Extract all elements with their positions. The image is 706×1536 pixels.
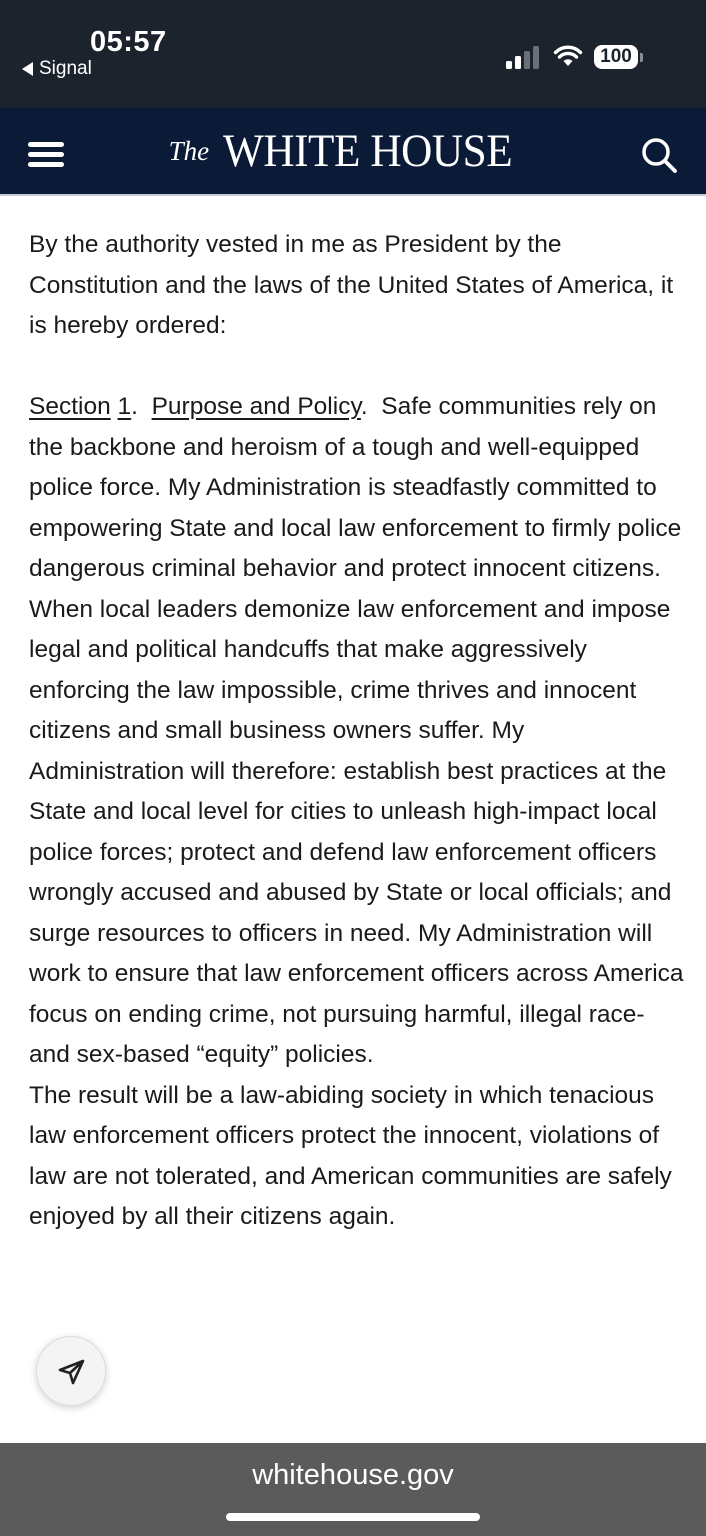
signal-bars-icon (506, 46, 542, 70)
battery-icon (594, 45, 644, 71)
site-header (0, 108, 706, 196)
url-text[interactable]: whitehouse.gov (252, 1459, 454, 1491)
battery-tip (640, 53, 643, 62)
back-to-app-link[interactable] (22, 58, 92, 80)
site-logo[interactable] (0, 124, 706, 178)
browser-url-bar[interactable] (0, 1443, 706, 1536)
section-title: Purpose and Policy (151, 393, 361, 420)
article-body (29, 225, 684, 1238)
section-1-text: Safe communities rely on the backbone and heroism of a tough and well-equipped police force. My Administration is steadfastly committed to empowering State and local law enforcement to firmly police dangerous criminal behavior and protect innocent citizens. (29, 393, 682, 582)
section-number: 1 (117, 393, 132, 420)
policy-paragraph: When local leaders demonize law enforcement and impose legal and political handcuffs that make aggressively enforcing the law impossible, crime thrives and innocent citizens and small business owners suffer. My Administration will therefore: establish best practices at the State and local level for cities to unleash high-impact local police forces; protect and defend law enforcement officers wrongly accused and abused by State or local officials; and surge resources to officers in need. My Administration will work to ensure that law enforcement officers across America focus on ending crime, not pursuing harmful, illegal race- and sex-based “equity” policies. (29, 595, 684, 1068)
status-time: 05:57 (90, 26, 167, 58)
search-icon[interactable] (640, 136, 678, 174)
brand-name: WHITE HOUSE (223, 125, 513, 177)
brand-prefix: The (168, 136, 210, 166)
share-button[interactable] (36, 1336, 106, 1406)
send-icon (57, 1357, 87, 1387)
intro-paragraph: By the authority vested in me as President by the Constitution and the laws of the United States of America, it is hereby ordered: (29, 231, 674, 339)
section-1-paragraph: Section 1. Purpose and Policy. Safe communities rely on the backbone and heroism of a tough and well-equipped police force. My Administration is steadfastly committed to empowering State and local law enforcement to firmly police dangerous criminal behavior and protect innocent citizens. (29, 393, 682, 582)
section-label: Section (29, 393, 111, 420)
result-paragraph: The result will be a law-abiding society in which tenacious law enforcement officers protect the innocent, violations of law are not tolerated, and American communities are safely enjoyed by all their citizens again. (29, 1081, 672, 1230)
battery-level: 100 (594, 45, 638, 69)
back-arrow-icon (22, 62, 33, 76)
wifi-icon (553, 44, 583, 68)
paragraph-spacer (29, 347, 684, 388)
home-indicator (226, 1513, 480, 1521)
back-app-label: Signal (39, 58, 92, 79)
status-bar (0, 0, 706, 108)
